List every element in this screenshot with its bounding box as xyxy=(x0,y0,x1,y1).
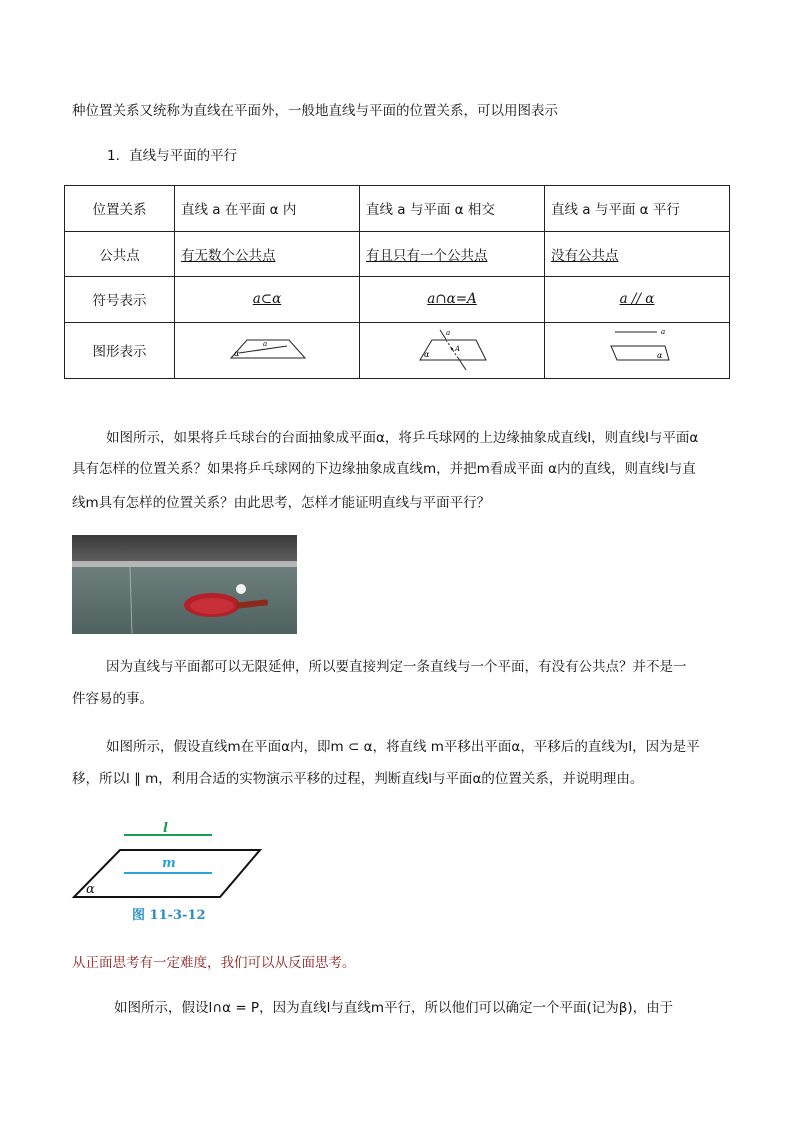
svg-text:a: a xyxy=(263,340,268,348)
common-point-text: 没有公共点 xyxy=(551,247,619,264)
paragraph-2-line-2: 件容易的事。 xyxy=(72,691,153,707)
row-header: 公共点 xyxy=(65,231,175,277)
table-cell xyxy=(545,322,730,378)
common-point-text: 有且只有一个公共点 xyxy=(366,247,488,264)
table-cell xyxy=(545,277,730,323)
svg-text:α: α xyxy=(234,349,240,358)
row-header: 符号表示 xyxy=(65,277,175,323)
table-row xyxy=(65,186,730,232)
svg-text:a: a xyxy=(446,329,451,337)
symbol-text: a⊂α xyxy=(252,291,282,308)
table-row xyxy=(65,322,730,378)
line-intersects-plane-diagram xyxy=(402,326,502,370)
row-header: 位置关系 xyxy=(65,186,175,232)
paragraph-1-line-3: 线m具有怎样的位置关系？由此思考，怎样才能证明直线与平面平行？ xyxy=(72,495,491,511)
plane-alpha-label: α xyxy=(86,882,95,897)
paragraph-3-line-1: 如图所示，假设直线m在平面α内，即m ⊂ α，将直线 m平移出平面α，平移后的直线为l，因为是平 xyxy=(106,739,700,755)
table-cell xyxy=(175,231,360,277)
table-cell: 直线 a 与平面 α 相交 xyxy=(360,186,545,232)
common-point-text: 有无数个公共点 xyxy=(181,247,276,264)
table-row xyxy=(65,231,730,277)
paragraph-3-line-2: 移，所以l ∥ m，利用合适的实物演示平移的过程，判断直线l与平面α的位置关系，并说明理由。 xyxy=(72,771,644,787)
section-heading: 1．直线与平面的平行 xyxy=(107,148,238,164)
relation-table xyxy=(64,185,730,379)
table-cell xyxy=(175,322,360,378)
svg-text:a: a xyxy=(661,328,666,336)
parallel-lines-plane-figure xyxy=(70,815,270,925)
symbol-text: a∩α=A xyxy=(427,291,477,308)
table-cell xyxy=(360,277,545,323)
paragraph-1-line-2: 具有怎样的位置关系？如果将乒乓球网的下边缘抽象成直线m，并把m看成平面 α内的直线，则直线l与直 xyxy=(72,461,696,477)
figure-caption: 图 11-3-12 xyxy=(132,908,206,923)
paragraph-1-line-1: 如图所示，如果将乒乓球台的台面抽象成平面α，将乒乓球网的上边缘抽象成直线l，则直线l与平面α xyxy=(106,430,699,446)
svg-text:A: A xyxy=(455,345,461,353)
table-cell xyxy=(175,277,360,323)
svg-text:α: α xyxy=(657,351,663,360)
line-m-label: m xyxy=(162,856,176,871)
table-cell xyxy=(360,231,545,277)
paragraph-5-line-1: 如图所示，假设l∩α = P，因为直线l与直线m平行，所以他们可以确定一个平面(记为β)，由于 xyxy=(114,1000,674,1016)
line-parallel-plane-diagram xyxy=(587,326,687,370)
symbol-text: a // α xyxy=(619,291,655,308)
row-header: 图形表示 xyxy=(65,322,175,378)
table-cell: 直线 a 与平面 α 平行 xyxy=(545,186,730,232)
ping-pong-table-photo xyxy=(72,535,297,634)
table-row xyxy=(65,277,730,323)
table-cell xyxy=(545,231,730,277)
hint-text: 从正面思考有一定难度，我们可以从反面思考。 xyxy=(72,955,356,971)
line-in-plane-diagram xyxy=(217,331,317,365)
intro-line: 种位置关系又统称为直线在平面外，一般地直线与平面的位置关系，可以用图表示 xyxy=(72,103,558,119)
paragraph-2-line-1: 因为直线与平面都可以无限延伸，所以要直接判定一条直线与一个平面，有没有公共点？并不是一 xyxy=(106,659,687,675)
line-l-label: l xyxy=(163,821,168,836)
svg-text:α: α xyxy=(424,350,430,359)
table-cell: 直线 a 在平面 α 内 xyxy=(175,186,360,232)
table-cell xyxy=(360,322,545,378)
